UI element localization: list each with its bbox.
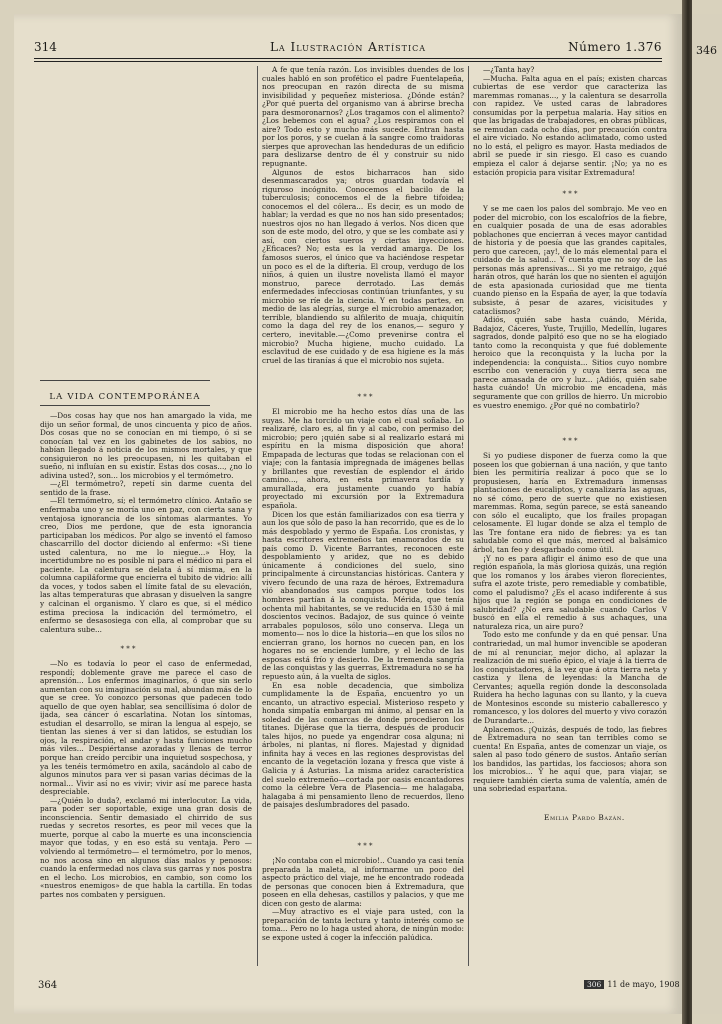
section-ornament: * * * <box>120 645 136 653</box>
column-3-middle <box>473 205 667 435</box>
archive-badge: 306 <box>584 980 604 989</box>
paragraph: Si yo pudiese disponer de fuerza como la que poseen los que gobiernan á una nación, y que tanto bien les permitiría realizar á poco que se lo propusiesen, haría en Extremadura inmensas plantaciones de eucaliptos, y canalizaría las aguas, no sé cómo, pero de suerte que no existiesen maremmas. Roma, según parece, se está saneando con sólo el eucalipto, que los frailes propagan celosamente. El lugar donde se alza el templo de las Tre fontane era nido de fiebres: ya es tan saludable como el que más, merced al balsámico árbol, tan feo y desgarbado como útil. <box>473 452 667 555</box>
archive-page-number: 364 <box>38 980 58 991</box>
page-header <box>34 38 662 56</box>
paragraph: Todo esto me confunde y da en qué pensar. Una contrariedad, un mal humor invencible se apoderan de mí al renunciar, mejor dicho, al aplazar la realización de mi sueño épico, el viaje á la tierra de los conquistadores, á la vez que á otra tierra neta y castiza y llena de leyendas: la Mancha de Cervantes; aquella región donde la desconsolada Ruidera ha hecho lagunas con su llanto, y la cueva de Montesinos esconde su misterio caballeresco y romancesco, y los dolores del muerto y vivo corazón de Durandarte... <box>473 630 667 725</box>
section-rule <box>40 380 210 381</box>
column-divider <box>257 66 258 966</box>
column-1-top <box>40 412 252 641</box>
column-2-top <box>262 66 464 390</box>
paragraph: —¿Quién lo duda?, exclamó mi interlocutor. La vida, para poder ser soportable, exige una gran dosis de inconsciencia. Sentir demasiado el chirrido de sus ruedas y secretos resortes, es peor mil veces que la muerte, porque al cabo la muerte es una inconsciencia mayor que todas, y en eso está su ventaja. Pero —volviendo al termómetro— el termómetro, por lo menos, no nos acosa sino en algunos días malos y penosos: cuando la enfermedad nos clava sus garras y nos postra en el lecho. Los microbios, en cambio, son como los «nuestros enemigos» de que habla la cartilla. En todas partes nos combaten y persiguen. <box>40 795 252 899</box>
section-ornament: * * * <box>357 842 373 850</box>
paragraph: —Dos cosas hay que nos han amargado la vida, me dijo un señor formal, de unos cincuenta y pico de años. Dos cosas que no se conocían en mi tiempo, ó si se conocían tal vez en los gabinetes de los sabios, no habían llegado á noticia de los mismos mortales, y que consiguieron no les preocupasen, ni les quitaban el sueño, ni influían en su existir. Estas dos cosas..., ¿no lo adivina usted?, son... los microbios y el termómetro. <box>40 412 252 480</box>
facing-page <box>692 14 722 1014</box>
paragraph: Aplacemos. ¡Quizás, después de todo, las fiebres de Extremadura no sean tan terribles como se cuenta! En España, antes de comenzar un viaje, os salen al paso todo género de sustos. Antaño serían los bandidos, las partidas, los facciosos; ahora son los microbios... Y he aquí que, para viajar, se requiere también cierta suma de valentía, amén de una sobriedad espartana. <box>473 724 667 794</box>
column-2-middle <box>262 408 464 840</box>
author-signature: Emilia Pardo Bazán. <box>544 813 625 822</box>
paragraph: ¡Y no es para afligir el ánimo eso de que una región española, la más gloriosa quizás, una región que los romanos y los árabes vieron florecientes, sufra el azote triste, pero remediable y combatible, como el paludismo? ¿Es el acaso indiferente á sus hijos que la región se ponga en condiciones de salubridad? ¿No era saludable cuando Carlos V buscó en ella el remedio á sus achaques, una naturaleza rica, un aire puro? <box>473 553 667 631</box>
paragraph: ¡No contaba con el microbio!.. Cuando ya casi tenía preparada la maleta, al informarme un poco del aspecto práctico del viaje, me he encontrado rodeada de personas que conocen bien á Extremadura, que poseen en ella dehesas, castillos y palacios, y que me dicen con gesto de alarma: <box>262 857 464 908</box>
paragraph: —Muy atractivo es el viaje para usted, con la preparación de tanta lectura y tanto interés como se toma... Pero no lo haga usted ahora, de ningún modo: se expone usted á coger la infección palúdica. <box>262 907 464 942</box>
column-1-bottom <box>40 660 252 965</box>
book-gutter <box>682 0 692 1024</box>
paragraph: —El termómetro, sí; el termómetro clínico. Antaño se enfermaba uno y se moría uno en paz, con cierta sana y ventajosa ignorancia de los síntomas alarmantes. Yo creo, Dios me perdone, que de esta ignorancia participaban los médicos. Por algo se inventó el famoso chascarrillo del doctor diciendo al enfermo: «Si tiene usted calentura, no me lo niegue...» Hoy, la incertidumbre no es posible ni para el médico ni para el paciente. La calentura se delata á sí misma, en la columna capiláforme que encierra el tubito de vidrio: allí da voces, y todos saben el límite fatal de su elevación, las altas temperaturas que abrasan y disuelven la sangre y calcinan el organismo. Y claro es que, si el médico estima preciosa la indicación del termómetro, el enfermo se desasosiega con ella, al comprobar que su calentura sube... <box>40 496 252 634</box>
paragraph: Algunos de estos bicharracos han sido desenmascarados ya; otros guardan todavía el riguroso incógnito. Conocemos el bacilo de la tuberculosis; conocemos el de la fiebre tifoidea; conocemos el del cólera... Es decir, es un modo de hablar; la verdad es que no nos han sido presentados; nuestros ojos no han llegado á verlos. Nos dicen que son de este modo, del otro, y que se les combate así y así, con ciertos sueros y ciertas inyecciones. ¿Eficaces? No; esta es la verdad amarga. De los famosos sueros, el único que va haciéndose respetar un poco es el de la difteria. El croup, verdugo de los niños, á quien un ilustre novelista llamó el mayor monstruo, parece derrotado. Las demás enfermedades infecciosas continúan triunfantes, y su microbio se ríe de la ciencia. Y en todas partes, en medio de las alegrías, surge el microbio amenazador, terrible, blandiendo su alfilerito de muaja, chiquitín como la daga del rey de los enanos,— seguro y certero, inevitable.—¿Como prevenirse contra el microbio? Mucha higiene, mucho cuidado. La esclavitud de ese cuidado y de esa higiene es la más cruel de las tiranías á que el microbio nos sujeta. <box>262 167 464 365</box>
section-rule <box>40 405 210 406</box>
paragraph: El microbio me ha hecho estos días una de las suyas. Me ha torcido un viaje con el cual soñaba. Lo realizaré, claro es, al fin y al cabo, con permiso del microbio; pero ¡quién sabe si al realizarlo estará mi espíritu en la misma disposición que ahora! Empapada de lecturas que todas se relacionan con el viaje; con la fantasía impregnada de imágenes bellas y brillantes que revestían de esplendor el árido camino..., ahora, en esta primavera tardía y amurallada, era justamente cuando yo había proyectado mi excursión por la Extremadura española. <box>262 408 464 511</box>
paragraph: En esa noble decadencia, que simboliza cumplidamente la de España, encuentro yo un encanto, un atractivo especial. Misterioso respeto y honda simpatía embargan mi ánimo, al pensar en la soledad de las comarcas de donde procedieron los titanes. Dijérase que la tierra, después de producir tales hijos, no puede ya engendrar cosa alguna; ni árboles, ni plantas, ni flores. Majestad y dignidad infinita hay á veces en las regiones desprovistas del encanto de la vegetación lozana y fresca que viste á Galicia y á Asturias. La misma aridez característica del suelo extremeño—cortada por oasis encantadores como la célebre Vera de Plasencia— me halagaba, halagaba á mi pensamiento lleno de recuerdos, lleno de paisajes deslumbradores del pasado. <box>262 680 464 810</box>
header-rule <box>34 58 662 59</box>
paragraph: Dicen los que están familiarizados con esa tierra y aun los que sólo de paso la han recorrido, que es de lo más despoblado y yermo de España. Los cronistas, y hasta escritores extremeños tan enamorados de su país como D. Vicente Barrantes, reconocen este despoblamiento y aridez, que no es debido únicamente á condiciones del suelo, sino principalmente á circunstancias históricas. Cantera y vivero fecundo de una raza de héroes, Extremadura vió abandonados sus campos porque todos los hombres partían á la conquista. Mérida, que tenía ochenta mil habitantes, se ve reducida en 1530 á mil doscientos vecinos. Badajoz, de sus quince ó veinte arrabales populosos, sólo uno conserva. Llega un momento— nos lo dice la historia—en que los silos no encierran grano, los hornos no cuecen pan, en los hogares no se enciende lumbre, y el lecho de las esposas está frío y desierto. De la tremenda sangría de las conquistas y las guerras, Extremadura no se ha repuesto aún, á la vuelta de siglos. <box>262 509 464 681</box>
issue-number: Número 1.376 <box>568 40 662 54</box>
paragraph: —Mucha. Falta agua en el país; existen charcas cubiertas de ese verdor que caracteriza las maremmas romanas..., y la calentura se desarrolla con rapidez. Ve usted caras de labradores consumidas por la perpetua malaria. Hay sitios en que las brigadas de trabajadores, en obras públicas, se remudan cada ocho días, por precaución contra el aire viciado. No estando aclimatado, como usted no lo está, el peligro es mayor. Hasta mediados de abril se puede ir sin riesgo. El caso es cuando empieza el calor á dejarse sentir. ¡No; ya no es estación propicia para visitar Extremadura! <box>473 73 667 177</box>
column-3-top <box>473 66 667 184</box>
column-3-bottom <box>473 452 667 810</box>
paragraph: A fe que tenía razón. Los invisibles duendes de los cuales habló en son profético el padre Fuentelapeña, nos preocupan en razón directa de su misma invisibilidad y pequeñez misteriosa. ¿Dónde están? ¿Por qué puerta del organismo van á abrirse brecha para desmoronarnos? ¿Los tragamos con el alimento? ¿Los bebemos con el agua? ¿Los respiramos con el aire? Todo esto y mucho más sucede. Entran hasta por los poros, y se cuelan á la sangre como traidoras sierpes que aprovechan las hendeduras de un edificio para deslizarse dentro de él y construir su nido repugnante. <box>262 66 464 169</box>
paragraph: Y se me caen los palos del sombrajo. Me veo en poder del microbio, con los escalofríos de la fiebre, en cualquier posada de una de esas adorables poblachones que encierran á veces mayor cantidad de historia y de poesía que las grandes capitales, pero que carecen, ¡ay!, de lo más elemental para el cuidado de la salud... Y cuenta que no soy de las personas más aprensivas... Si yo me retraigo, ¿qué harán otros, qué harán los que no sienten el aguijón de esta apasionada curiosidad que me tienta cuando pienso en la España de ayer, la que todavía subsiste, á pesar de azares, vicisitudes y cataclismos? <box>473 205 667 316</box>
archive-footer <box>584 980 680 989</box>
paragraph: Adiós, quién sabe hasta cuándo, Mérida, Badajoz, Cáceres, Yuste, Trujillo, Medellín, lugares sagrados, donde palpitó eso que no se ha elogiado tanto como la reconquista y que fué doblemente heroico que la reconquista y la lucha por la independencia: la conquista... Sitios cuyo nombre escribo con veneración y cuya tierra seca me parece amasada de oro y luz... ¡Adiós, quién sabe hasta cuándo! Un microbio me encadena, más seguramente que con grillos de hierro. Un microbio es vuestro enemigo. ¿Por qué no combatirlo? <box>473 315 667 410</box>
page-number: 314 <box>34 40 57 54</box>
column-divider <box>468 66 469 966</box>
section-ornament: * * * <box>357 393 373 401</box>
section-ornament: * * * <box>562 190 578 198</box>
magazine-title: La Ilustración Artística <box>269 40 427 54</box>
header-rule-thin <box>34 61 662 62</box>
paragraph: —No es todavía lo peor el caso de enfermedad, respondí; doblemente grave me parece el caso de aprensión... Los enfermos imaginarios, ó que sin serlo aumentan con su imaginación su mal, abundan más de lo que se cree. Yo conozco personas que padecen todo aquello de que oyen hablar, sea sencillísima ó dolor de ijada, sea cáncer ó escarlatina. Notan los síntomas, estudian el desarrollo, se miran la lengua al espejo, se tientan las sienes á ver si dan latidos, se estudian los ojos, la respiración, el andar y hasta funciones mucho más viles... Despiértanse azoradas y llenas de terror porque han creído percibir una inquietud sospechosa, y ya les tenéis termómetro en axila, sacándolo al cabo de algunos minutos para ver si pasan varias décimas de la normal... Vivir así no es vivir; vivir así me parece hasta despreciable. <box>40 660 252 797</box>
section-title: LA VIDA CONTEMPORÁNEA <box>49 392 201 402</box>
issue-date: 11 de mayo, 1908 <box>607 980 680 989</box>
section-ornament: * * * <box>562 437 578 445</box>
paragraph: —¿Tanta hay? <box>483 66 535 74</box>
facing-page-number: 346 <box>696 44 717 57</box>
column-2-bottom <box>262 857 464 965</box>
paragraph: —¿El termómetro?, repetí sin darme cuenta del sentido de la frase. <box>40 479 252 497</box>
